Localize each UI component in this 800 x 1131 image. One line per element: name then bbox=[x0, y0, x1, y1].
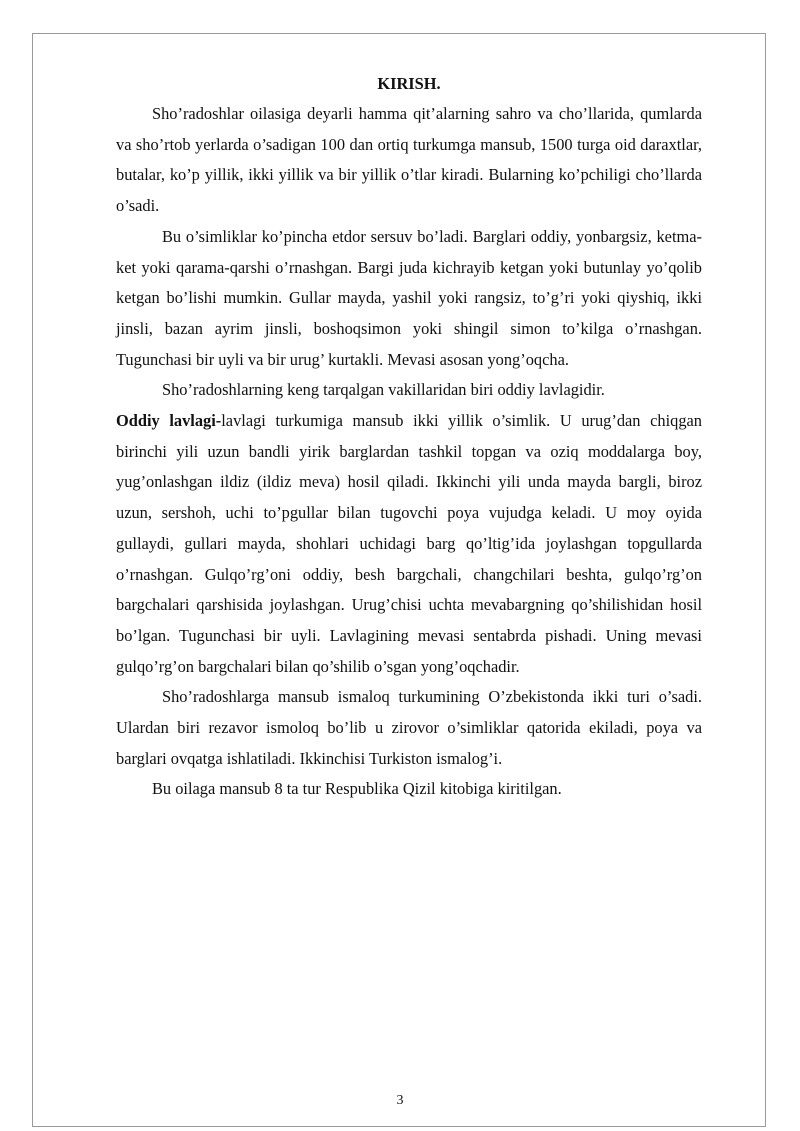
page-number: 3 bbox=[396, 1093, 404, 1108]
beet-description-text: lavlagi turkumiga mansub ikki yillik o’simlik. U urug’dan chiqgan birinchi yili uzun bandli yirik barglardan tashkil topgan va oziq moddalarga boy, yug’onlashgan ildiz (ildiz meva) hosil qiladi. Ikkinchi yili unda mayda bargli, biroz uzun, sershoh, uchi to’pgullar bilan tugovchi poya vujudga keladi. U moy oyida gullaydi, gullari mayda, shohlari uchidagi barg qo’ltig’ida joylashgan topgullarda o’rnashgan. Gulqo’rg’oni oddiy, besh bargchali, changchilari beshta, gulqo’rg’on bargchalari qarshisida joylashgan. Urug’chisi uchta mevabargning qo’shilishidan hosil bo’lgan. Tugunchasi bir uyli. Lavlagining mevasi sentabrda pishadi. Uning mevasi gulqo’rg’on bargchalari bilan qo’shilib o’sgan yong’oqchadir. bbox=[116, 411, 702, 676]
bold-term: Oddiy lavlagi- bbox=[116, 411, 222, 431]
document-body bbox=[116, 70, 702, 805]
paragraph-common-representative: Sho’radoshlarning keng tarqalgan vakillaridan biri oddiy lavlagidir. bbox=[162, 380, 605, 400]
paragraph-family-overview: Sho’radoshlar oilasiga deyarli hamma qit’alarning sahro va cho’llarida, qumlarda va sho’rtob yerlarda o’sadigan 100 dan ortiq turkumga mansub, 1500 turga oid daraxtlar, butalar, ko’p yillik, ikki yillik va bir yillik o’tlar kiradi. Bularning ko’pchiligi cho’llarda o’sadi. bbox=[116, 104, 702, 216]
paragraph-beet-description bbox=[116, 406, 702, 682]
document-title: KIRISH. bbox=[377, 74, 441, 93]
paragraph-plant-features: Bu o’simliklar ko’pincha etdor sersuv bo’ladi. Barglari oddiy, yonbargsiz, ketma-ket yoki qarama-qarshi o’rnashgan. Bargi juda kichrayib ketgan yoki butunlay yo’qolib ketgan bo’lishi mumkin. Gullar mayda, yashil yoki rangsiz, to’g’ri yoki qiyshiq, ikki jinsli, bazan ayrim jinsli, boshoqsimon yoki shingil simon to’kilga o’rnashgan. Tugunchasi bir uyli va bir urug’ kurtakli. Mevasi asosan yong’oqcha. bbox=[116, 226, 702, 369]
paragraph-red-book: Bu oilaga mansub 8 ta tur Respublika Qizil kitobiga kiritilgan. bbox=[152, 779, 562, 799]
paragraph-spinach: Sho’radoshlarga mansub ismaloq turkumining O’zbekistonda ikki turi o’sadi. Ulardan biri rezavor ismoloq bo’lib u zirovor o’simliklar qatorida ekiladi, poya va barglari ovqatga ishlatiladi. Ikkinchisi Turkiston ismalog’i. bbox=[116, 687, 702, 768]
